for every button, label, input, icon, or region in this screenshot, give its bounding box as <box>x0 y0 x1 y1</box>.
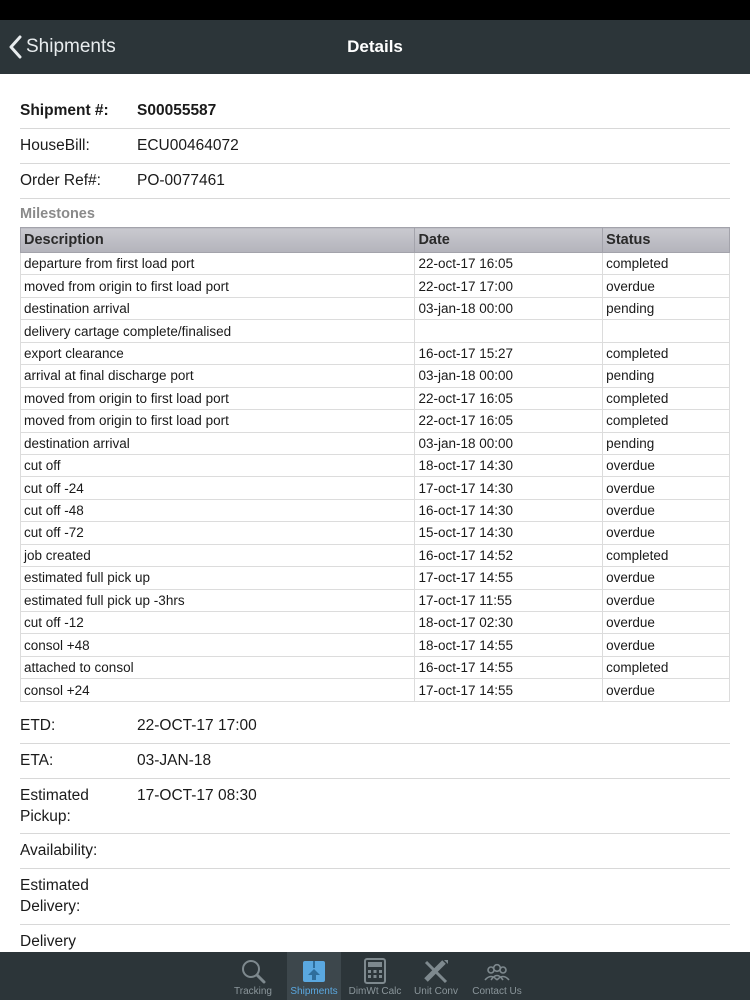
estimated-delivery-row <box>20 869 730 925</box>
table-row <box>21 612 730 634</box>
tab-shipments[interactable] <box>287 952 341 1000</box>
milestone-date <box>415 320 603 342</box>
availability-row <box>20 834 730 869</box>
table-row <box>21 544 730 566</box>
milestone-status: overdue <box>603 589 730 611</box>
milestone-date: 17-oct-17 14:55 <box>415 567 603 589</box>
estimated-pickup-label-line1: Estimated <box>20 787 89 804</box>
table-row <box>21 342 730 364</box>
calculator-icon <box>361 958 389 984</box>
tab-contact-us[interactable] <box>470 952 524 1000</box>
housebill-label: HouseBill: <box>20 137 90 154</box>
table-row <box>21 589 730 611</box>
milestone-description: consol +48 <box>21 634 415 656</box>
table-row <box>21 297 730 319</box>
table-row <box>21 320 730 342</box>
milestone-date: 16-oct-17 14:55 <box>415 656 603 678</box>
tab-tracking-label: Tracking <box>234 986 272 997</box>
tab-tracking[interactable] <box>226 952 280 1000</box>
order-ref-row <box>20 164 730 199</box>
tab-contact-us-label: Contact Us <box>472 986 522 997</box>
housebill-row <box>20 129 730 164</box>
milestone-description: destination arrival <box>21 297 415 319</box>
milestone-description: cut off <box>21 454 415 476</box>
milestone-date: 03-jan-18 00:00 <box>415 297 603 319</box>
back-button[interactable] <box>4 20 116 74</box>
table-row <box>21 253 730 275</box>
back-button-label: Shipments <box>26 36 116 57</box>
shipment-number-row <box>20 94 730 129</box>
milestone-status: pending <box>603 365 730 387</box>
estimated-pickup-value: 17-OCT-17 08:30 <box>137 787 257 804</box>
column-header-description: Description <box>21 228 415 253</box>
milestone-date: 17-oct-17 14:55 <box>415 679 603 701</box>
table-row <box>21 432 730 454</box>
delivery-label: Delivery <box>20 933 76 950</box>
column-header-status: Status <box>603 228 730 253</box>
milestone-description: job created <box>21 544 415 566</box>
milestone-status: completed <box>603 656 730 678</box>
table-row <box>21 410 730 432</box>
milestone-date: 22-oct-17 17:00 <box>415 275 603 297</box>
milestone-description: delivery cartage complete/finalised <box>21 320 415 342</box>
milestone-description: cut off -72 <box>21 522 415 544</box>
status-bar <box>0 0 750 20</box>
tab-unit-conv-label: Unit Conv <box>414 986 458 997</box>
milestone-status: completed <box>603 410 730 432</box>
milestone-description: arrival at final discharge port <box>21 365 415 387</box>
etd-value: 22-OCT-17 17:00 <box>137 717 257 734</box>
availability-label: Availability: <box>20 842 98 859</box>
milestone-date: 22-oct-17 16:05 <box>415 410 603 432</box>
estimated-pickup-label-line2: Pickup: <box>20 808 71 825</box>
tab-dimwt-calc[interactable] <box>348 952 402 1000</box>
table-row <box>21 499 730 521</box>
table-row <box>21 679 730 701</box>
milestone-description: destination arrival <box>21 432 415 454</box>
milestone-status: overdue <box>603 567 730 589</box>
milestone-status: completed <box>603 387 730 409</box>
tab-bar <box>0 952 750 1000</box>
shipment-number-value: S00055587 <box>137 102 217 119</box>
table-row <box>21 275 730 297</box>
milestone-status: overdue <box>603 679 730 701</box>
milestone-status: completed <box>603 253 730 275</box>
milestone-description: cut off -24 <box>21 477 415 499</box>
milestone-description: export clearance <box>21 342 415 364</box>
milestone-description: consol +24 <box>21 679 415 701</box>
ruler-pencil-icon <box>422 958 450 984</box>
milestone-date: 15-oct-17 14:30 <box>415 522 603 544</box>
table-row <box>21 365 730 387</box>
column-header-date: Date <box>415 228 603 253</box>
eta-value: 03-JAN-18 <box>137 752 212 769</box>
milestone-date: 17-oct-17 11:55 <box>415 589 603 611</box>
milestone-date: 22-oct-17 16:05 <box>415 253 603 275</box>
estimated-pickup-row <box>20 779 730 834</box>
package-icon <box>300 958 328 984</box>
milestone-description: cut off -12 <box>21 612 415 634</box>
tab-shipments-label: Shipments <box>290 986 338 997</box>
milestone-description: estimated full pick up -3hrs <box>21 589 415 611</box>
delivery-row <box>20 925 730 952</box>
milestone-description: moved from origin to first load port <box>21 410 415 432</box>
milestone-status: overdue <box>603 499 730 521</box>
milestone-description: estimated full pick up <box>21 567 415 589</box>
housebill-value: ECU00464072 <box>137 137 239 154</box>
milestone-status: overdue <box>603 454 730 476</box>
table-row <box>21 454 730 476</box>
search-icon <box>239 958 267 984</box>
milestone-date: 17-oct-17 14:30 <box>415 477 603 499</box>
estimated-delivery-label-line2: Delivery: <box>20 898 81 915</box>
milestone-status: pending <box>603 297 730 319</box>
milestone-date: 03-jan-18 00:00 <box>415 432 603 454</box>
milestone-date: 18-oct-17 14:30 <box>415 454 603 476</box>
milestones-table <box>20 227 730 702</box>
navigation-bar <box>0 20 750 74</box>
table-row <box>21 634 730 656</box>
table-row <box>21 477 730 499</box>
milestone-date: 16-oct-17 15:27 <box>415 342 603 364</box>
milestone-status <box>603 320 730 342</box>
milestone-status: overdue <box>603 634 730 656</box>
eta-label: ETA: <box>20 752 54 769</box>
milestone-status: overdue <box>603 275 730 297</box>
tab-unit-conv[interactable] <box>409 952 463 1000</box>
milestone-date: 16-oct-17 14:52 <box>415 544 603 566</box>
order-ref-value: PO-0077461 <box>137 172 225 189</box>
tab-dimwt-calc-label: DimWt Calc <box>348 986 402 997</box>
milestone-status: pending <box>603 432 730 454</box>
milestone-description: departure from first load port <box>21 253 415 275</box>
etd-row <box>20 704 730 744</box>
milestone-status: completed <box>603 342 730 364</box>
milestones-section-title: Milestones <box>20 206 95 222</box>
order-ref-label: Order Ref#: <box>20 172 101 189</box>
milestones-header-row <box>21 228 730 253</box>
table-row <box>21 567 730 589</box>
chevron-left-icon <box>4 32 26 62</box>
shipment-number-label: Shipment #: <box>20 102 109 119</box>
page-title: Details <box>347 37 403 56</box>
milestone-status: overdue <box>603 612 730 634</box>
table-row <box>21 387 730 409</box>
milestone-status: overdue <box>603 477 730 499</box>
table-row <box>21 522 730 544</box>
milestone-description: attached to consol <box>21 656 415 678</box>
details-content[interactable] <box>0 74 750 952</box>
etd-label: ETD: <box>20 717 56 734</box>
eta-row <box>20 744 730 779</box>
milestone-status: completed <box>603 544 730 566</box>
milestone-date: 18-oct-17 14:55 <box>415 634 603 656</box>
milestone-description: moved from origin to first load port <box>21 275 415 297</box>
estimated-delivery-label-line1: Estimated <box>20 877 89 894</box>
table-row <box>21 656 730 678</box>
milestone-date: 03-jan-18 00:00 <box>415 365 603 387</box>
milestone-date: 22-oct-17 16:05 <box>415 387 603 409</box>
people-icon <box>483 958 511 984</box>
milestone-date: 16-oct-17 14:30 <box>415 499 603 521</box>
milestone-description: cut off -48 <box>21 499 415 521</box>
milestone-description: moved from origin to first load port <box>21 387 415 409</box>
milestone-date: 18-oct-17 02:30 <box>415 612 603 634</box>
milestone-status: overdue <box>603 522 730 544</box>
